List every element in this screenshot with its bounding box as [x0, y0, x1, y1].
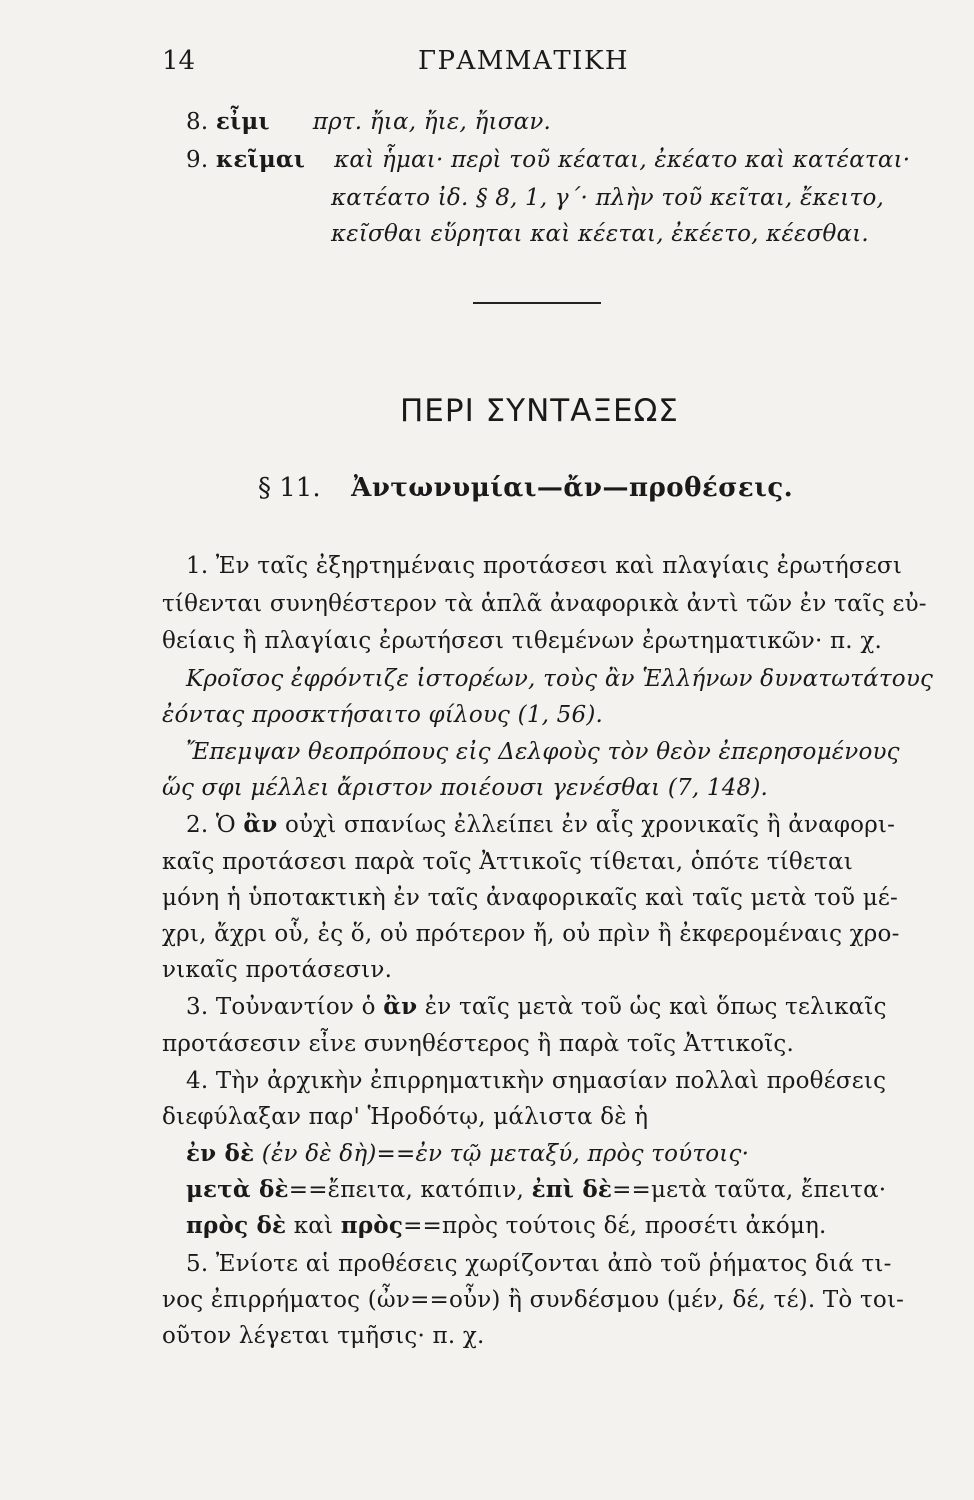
section-divider: [473, 302, 601, 304]
p4-line-1: [186, 1066, 931, 1096]
p3-line-2: προτάσεσιν εἶνε συνηθέστερος ἢ παρὰ τοῖς Ἀττικοῖς.: [162, 1031, 795, 1057]
example-gloss: ==ἔπειτα, κατόπιν,: [288, 1177, 525, 1203]
p3-bold-an: ἂν: [383, 993, 418, 1020]
p1-line-2: τίθενται συνηθέστερον τὰ ἁπλᾶ ἀναφορικὰ ἀντὶ τῶν ἐν ταῖς εὐ-: [162, 591, 927, 617]
example-gloss: ==πρὸς τούτοις δέ, προσέτι ἀκόμη.: [403, 1213, 827, 1239]
entry-9-line-2: κατέατο ἰδ. § 8, 1, γ΄· πλὴν τοῦ κεῖται, ἔκειτο,: [331, 185, 885, 211]
page-number: 14: [162, 46, 196, 76]
entry-word: κεῖμαι: [215, 146, 306, 173]
p2-text: οὐχὶ σπανίως ἐλλείπει ἐν αἷς χρονικαῖς ἢ ἀναφορι-: [284, 812, 896, 838]
p2-line-3: μόνη ἡ ὑποτακτικὴ ἐν ταῖς ἀναφορικαῖς καὶ ταῖς μετὰ τοῦ μέ-: [162, 885, 898, 911]
p4-text: Τὴν ἀρχικὴν ἐπιρρηματικὴν σημασίαν πολλαὶ προθέσεις: [215, 1068, 887, 1094]
p2-line-5: νικαῖς προτάσεσιν.: [162, 957, 393, 983]
example-term-2: πρὸς: [340, 1212, 404, 1239]
entry-8: [186, 107, 931, 137]
section-heading-title: Ἀντωνυμίαι—ἄν—προθέσεις.: [351, 473, 794, 503]
p4-number: 4.: [186, 1068, 209, 1094]
p4-line-2: διεφύλαξαν παρ' Ἡροδότῳ, μάλιστα δὲ ἡ: [162, 1104, 649, 1130]
p1-quote-2-line-2: ὥς σφι μέλλει ἄριστον ποιέουσι γενέσθαι (7, 148).: [162, 775, 769, 801]
p1-quote-1-line-2: ἐόντας προσκτήσαιτο φίλους (1, 56).: [162, 702, 604, 728]
entry-number: 8.: [186, 109, 209, 135]
entry-number: 9.: [186, 147, 209, 173]
p2-number: 2.: [186, 812, 209, 838]
p4-example-2: [186, 1175, 931, 1205]
p2-line-4: χρι, ἄχρι οὗ, ἐς ὅ, οὐ πρότερον ἤ, οὐ πρὶν ἢ ἐκφερομέναις χρο-: [162, 921, 900, 947]
example-gloss-2: ==μετὰ ταῦτα, ἔπειτα·: [612, 1177, 887, 1203]
example-term: μετὰ δὲ: [186, 1176, 289, 1203]
entry-text: πρτ. ἤια, ἤιε, ἤισαν.: [312, 109, 552, 135]
section-number: § 11.: [258, 473, 321, 503]
p2-line-1: [186, 810, 931, 840]
p2-lead: Ὁ: [215, 812, 236, 838]
example-connector: καὶ: [293, 1213, 334, 1239]
p2-line-2: καῖς προτάσεσι παρὰ τοῖς Ἀττικοῖς τίθεται, ὁπότε τίθεται: [162, 849, 853, 875]
p1-line-1: 1. Ἐν ταῖς ἐξηρτημέναις προτάσεσι καὶ πλαγίαις ἐρωτήσεσι: [186, 553, 903, 579]
p5-line-3: οῦτον λέγεται τμῆσις· π. χ.: [162, 1323, 485, 1349]
p4-example-3: [186, 1211, 931, 1241]
entry-text: καὶ ἧμαι· περὶ τοῦ κέαται, ἐκέατο καὶ κατέαται·: [334, 147, 911, 173]
section-title: ΠΕΡΙ ΣΥΝΤΑΞΕΩΣ: [400, 393, 679, 429]
entry-9: [186, 145, 931, 175]
p4-example-1: [186, 1139, 931, 1169]
example-gloss: (ἐν δὲ δὴ)==ἐν τῷ μεταξύ, πρὸς τούτοις·: [261, 1141, 750, 1167]
p3-lead: Τοὐναντίον ὁ: [215, 994, 376, 1020]
p5-line-2: νος ἐπιρρήματος (ὦν==οὖν) ἢ συνδέσμου (μέν, δέ, τέ). Τὸ τοι-: [162, 1287, 905, 1313]
section-heading: [258, 473, 793, 503]
p2-bold-an: ἂν: [243, 811, 278, 838]
entry-9-line-3: κεῖσθαι εὕρηται καὶ κέεται, ἐκέετο, κέεσθαι.: [331, 221, 869, 247]
p3-line-1: [186, 992, 931, 1022]
p3-number: 3.: [186, 994, 209, 1020]
example-term: πρὸς δὲ: [186, 1212, 287, 1239]
p5-line-1: [186, 1249, 931, 1279]
p1-quote-1-line-1: Κροῖσος ἐφρόντιζε ἱστορέων, τοὺς ἂν Ἑλλήνων δυνατωτάτους: [186, 666, 934, 692]
example-term-2: ἐπὶ δὲ: [531, 1176, 613, 1203]
p5-text: Ἐνίοτε αἱ προθέσεις χωρίζονται ἀπὸ τοῦ ῥήματος διά τι-: [215, 1251, 892, 1277]
p1-quote-2-line-1: Ἔπεμψαν θεοπρόπους εἰς Δελφοὺς τὸν θεὸν ἐπερησομένους: [186, 739, 900, 765]
p5-number: 5.: [186, 1251, 209, 1277]
running-head: ΓΡΑΜΜΑΤΙΚΗ: [418, 46, 630, 76]
p1-line-3: θείαις ἢ πλαγίαις ἐρωτήσεσι τιθεμένων ἐρωτηματικῶν· π. χ.: [162, 628, 882, 654]
entry-word: εἶμι: [215, 108, 270, 135]
p3-text: ἐν ταῖς μετὰ τοῦ ὡς καὶ ὅπως τελικαῖς: [424, 994, 887, 1020]
example-term: ἐν δὲ: [186, 1140, 255, 1167]
